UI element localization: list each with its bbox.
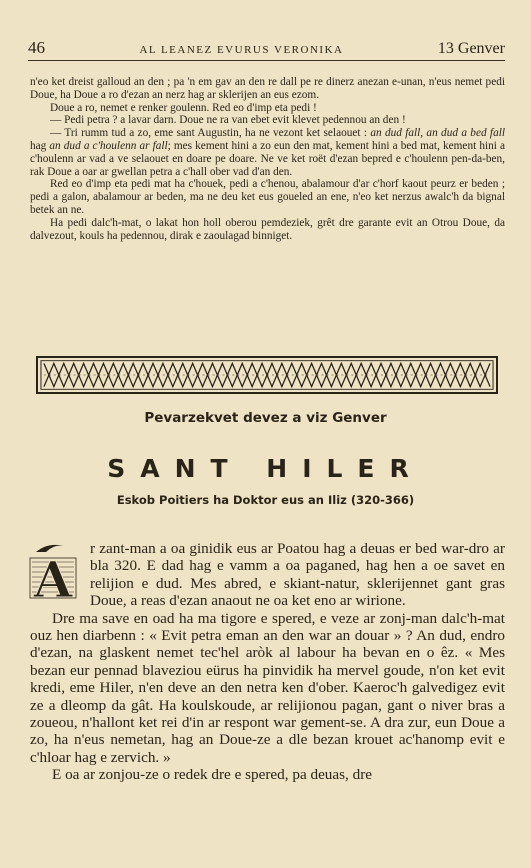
preceding-text <box>30 76 505 242</box>
paragraph: r zant-man a oa ginidik eus ar Poatou hag a deuas er bed war-dro ar bla 320. E dad hag e vamm a oa paganed, hag hen a oe savet en relijion e dud. Mes abred, e skiant-natur, sklerijennet gant gras Doue, a reas d'ezan anaout ne oa ket eno ar wirione. <box>90 540 505 610</box>
paragraph: Ha pedi dalc'h-mat, o lakat hon holl oberou pemdeziek, grêt dre garante evit an Otrou Doue, da dalvezout, kouls ha pedennou, dirak e zaoulagad binniget. <box>30 216 505 242</box>
paragraph: — Pedi petra ? a lavar darn. Doue ne ra van ebet evit klevet pedennou an den ! <box>50 114 406 127</box>
header-title: AL LEANEZ EVURUS VERONIKA <box>139 44 344 56</box>
running-header <box>28 38 505 61</box>
saint-biography <box>30 540 505 784</box>
saint-title: SANT HILER <box>107 454 424 483</box>
decorative-border-ornament <box>36 356 498 394</box>
text-run: ; mes kement hini a zo eun den mat, kement hini a bed mat, kement hini a c'houlenn ar vad a ve selaouet en doare pe doare. Ne ve ket roët d'ezan bepred e c'houlenn pen-da-ben, rak Doue a oar ar gwellan petra a c'hall ober vad d'an den. <box>30 139 505 178</box>
header-date: 13 Genver <box>437 40 505 57</box>
italic-run: an dud fall, an dud a bed fall <box>370 127 505 140</box>
text-run: — Tri rumm tud a zo, eme sant Augustin, ha ne vezont ket selaouet : <box>50 127 371 140</box>
paragraph: n'eo ket dreist galloud an den ; pa 'n em gav an den re dall pe re dinerz anezan e-unan, n'eus nemet pedi Doue, ha Doue a ro d'ezan an nerz hag ar sklerijen an eus ezom. <box>30 76 505 101</box>
paragraph: Dre ma save en oad ha ma tigore e spered, e veze ar zonj-man dalc'h-mat ouz hen diarbenn : « Evit petra eman an den war an douar » ? An dud, endro d'ezan, na glaskent nemet tec'hel aròk al labour ha bevan en o êz. « Mes bezan eur pennad blaveziou eürus ha pinvidik ha mervel goude, n'on ket evit kredi, eme Hiler, n'en deve an den netra ken d'ober. Kaeroc'h galvedigez evit ze a dleomp da gât. Ha koulskoude, ar relijionou pagan, gant o niver bras a zoueou, n'hallont ket rei d'in ar respont war gement-se. A dra zur, eun Doue a zo, ha n'eus nemetan, hag an Doue-ze a dle bezan krouet ac'hanomp evit e c'hloar hag e zervich. » <box>30 609 505 766</box>
page-number: 46 <box>28 38 45 57</box>
saint-subtitle: Eskob Poitiers ha Doktor eus an Iliz (320-366) <box>116 493 415 507</box>
paragraph: Doue a ro, nemet e renker goulenn. Red eo d'imp eta pedi ! <box>50 101 317 114</box>
day-heading: Pevarzekvet devez a viz Genver <box>144 410 387 426</box>
paragraph: E oa ar zonjou-ze o redek dre e spered, pa deuas, dre <box>52 766 373 784</box>
italic-run: an dud a c'houlenn ar fall <box>49 139 168 152</box>
paragraph <box>30 127 505 178</box>
dropcap-letter: A <box>33 550 73 600</box>
text-run: hag <box>30 139 50 152</box>
paragraph: Red eo d'imp eta pedi mat ha c'houek, pedi a c'henou, abalamour d'ar c'horf kaout peurz er beden ; pedi a galon, abalamour ar beden, ma ne deu ket eus goueled an ene, n'eo ket nerzus awalc'h da bignal betek an ne. <box>30 178 505 216</box>
